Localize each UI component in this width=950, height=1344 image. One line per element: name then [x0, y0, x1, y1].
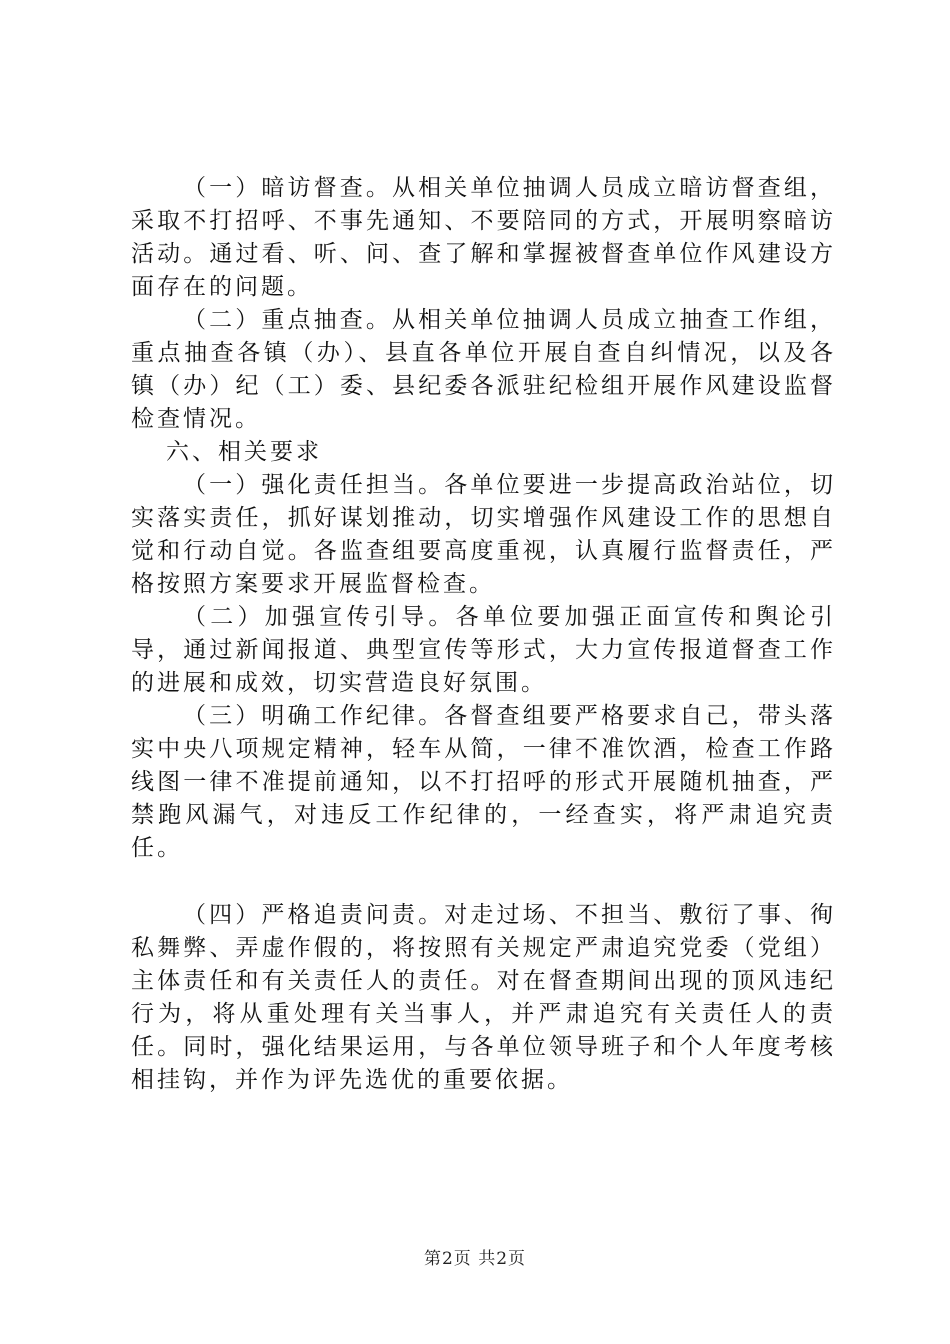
- section-heading-requirements: 六、相关要求: [166, 439, 322, 465]
- paragraph-discipline: （三）明确工作纪律。各督查组要严格要求自己，带头落实中央八项规定精神，轻车从简，一律不准饮酒，检查工作路线图一律不准提前通知，以不打招呼的形式开展随机抽查，严禁跑风漏气，对违反工作纪律的，一经查实，将严肃追究责任。: [131, 703, 836, 861]
- document-body: [131, 172, 836, 1097]
- paragraph-responsibility: （一）强化责任担当。各单位要进一步提高政治站位，切实落实责任，抓好谋划推动，切实增强作风建设工作的思想自觉和行动自觉。各监查组要高度重视，认真履行监督责任，严格按照方案要求开展监督检查。: [131, 472, 836, 597]
- page-number-footer: 第2页 共2页: [423, 1249, 527, 1269]
- paragraph-covert-inspection: （一）暗访督查。从相关单位抽调人员成立暗访督查组，采取不打招呼、不事先通知、不要陪同的方式，开展明察暗访活动。通过看、听、问、查了解和掌握被督查单位作风建设方面存在的问题。: [131, 175, 836, 300]
- paragraph-accountability: （四）严格追责问责。对走过场、不担当、敷衍了事、徇私舞弊、弄虚作假的，将按照有关规定严肃追究党委（党组）主体责任和有关责任人的责任。对在督查期间出现的顶风违纪行为，将从重处理有关当事人，并严肃追究有关责任人的责任。同时，强化结果运用，与各单位领导班子和个人年度考核相挂钩，并作为评先选优的重要依据。: [131, 902, 836, 1093]
- paragraph-key-spot-check: （二）重点抽查。从相关单位抽调人员成立抽查工作组，重点抽查各镇（办）、县直各单位开展自查自纠情况，以及各镇（办）纪（工）委、县纪委各派驻纪检组开展作风建设监督检查情况。: [131, 307, 836, 432]
- paragraph-publicity: （二）加强宣传引导。各单位要加强正面宣传和舆论引导，通过新闻报道、典型宣传等形式，大力宣传报道督查工作的进展和成效，切实营造良好氛围。: [131, 604, 836, 696]
